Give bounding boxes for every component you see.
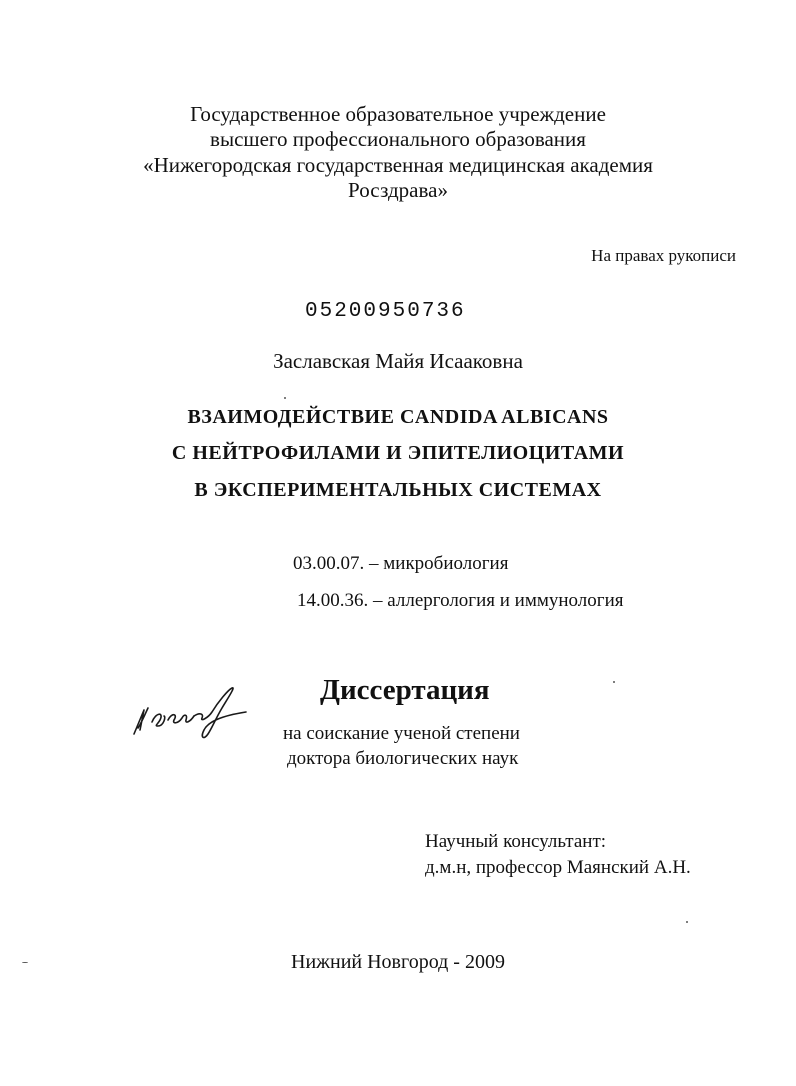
scan-speck	[613, 681, 615, 683]
degree-line-1: на соискание ученой степени	[283, 723, 520, 744]
manuscript-rights-note: На правах рукописи	[591, 246, 736, 265]
scan-speck	[686, 921, 688, 923]
scan-speck	[284, 397, 286, 399]
document-type-heading: Диссертация	[320, 674, 490, 706]
institution-line-3: «Нижегородская государственная медицинская академия	[143, 153, 653, 177]
scan-speck	[22, 962, 28, 963]
title-line-2: С НЕЙТРОФИЛАМИ И ЭПИТЕЛИОЦИТАМИ	[171, 442, 625, 464]
handwritten-signature	[128, 682, 250, 742]
title-line-1: ВЗАИМОДЕЙСТВИЕ CANDIDA ALBICANS	[187, 406, 609, 428]
registration-number: 05200950736	[305, 300, 466, 323]
title-line-3: В ЭКСПЕРИМЕНТАЛЬНЫХ СИСТЕМАХ	[194, 479, 602, 501]
city-and-year: Нижний Новгород - 2009	[291, 951, 505, 973]
consultant-label: Научный консультант:	[425, 831, 607, 852]
consultant-name: д.м.н, профессор Маянский А.Н.	[425, 857, 691, 878]
specialty-1: 03.00.07. – микробиология	[293, 553, 509, 574]
institution-line-4: Росздрава»	[348, 178, 448, 202]
institution-line-2: высшего профессионального образования	[210, 127, 586, 151]
specialty-2: 14.00.36. – аллергология и иммунология	[297, 590, 624, 611]
institution-line-1: Государственное образовательное учреждение	[190, 102, 606, 126]
author-name: Заславская Майя Исааковна	[273, 349, 523, 373]
degree-line-2: доктора биологических наук	[287, 748, 519, 769]
